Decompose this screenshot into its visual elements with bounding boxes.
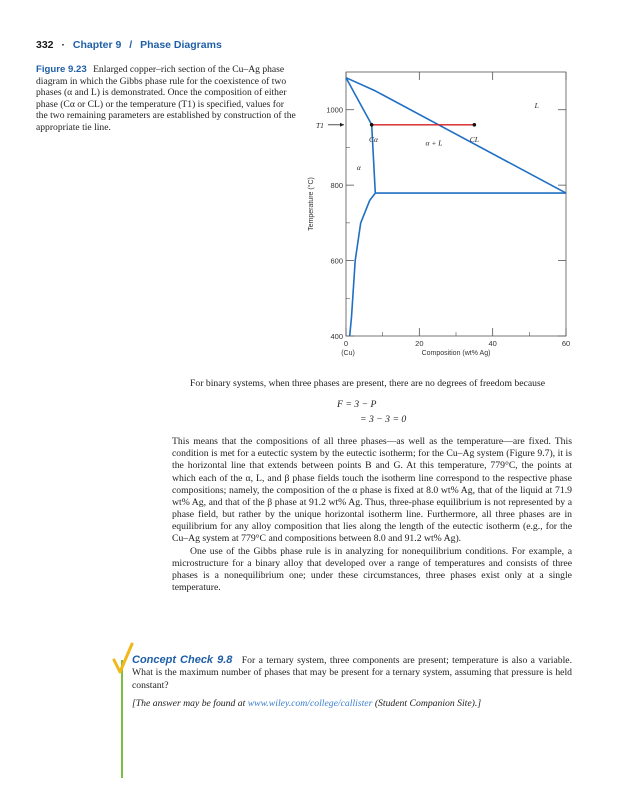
series-solvus [350,193,376,336]
point-label: Cα [369,134,378,144]
concept-check-question: For a ternary system, three components are present; temperature is also a variable. What is the maximum number of phases that may be present for a ternary system, assuming that pressure is held constant? [132,655,572,691]
region-label: L [534,100,539,110]
concept-check-bar [121,660,123,778]
figure-caption-text: Enlarged copper–rich section of the Cu–Ag phase diagram in which the Gibbs phase rule for the coexistence of two phases (α and L) is demonstrated. Once the composition of either phase (Cα or CL) or the temperature (T1) is specified, values for the two remaining parameters are established by construction of the appropriate tie line. [36,64,296,133]
x-tick-label: 20 [415,339,424,348]
phase-diagram-chart [300,60,575,365]
concept-check [132,654,572,711]
y-tick-label: 600 [330,256,343,266]
region-label: α [356,163,361,173]
equation-block [172,397,572,427]
x-axis-label: Composition (wt% Ag) [421,350,491,357]
equation-line-2: = 3 − 3 = 0 [360,414,407,426]
plot-frame [346,72,566,336]
concept-check-question-block [132,654,572,692]
paragraph-3: One use of the Gibbs phase rule is in analyzing for nonequilibrium conditions. For example, a microstructure for a binary alloy that developed over a range of temperatures and consists of three phases is a nonequilibrium one; under these circumstances, three phases exist only at a single temperature. [172,545,572,594]
checkmark-icon [112,642,134,676]
equation-line-1: F = 3 − P [337,399,377,411]
paragraph-2: This means that the compositions of all three phases—as well as the temperature—are fixed. This condition is met for a eutectic system by the eutectic isotherm; for the Cu–Ag system (Figure 9.7), it is the horizontal line that extends between points B and G. At this temperature, 779°C, the points at which each of the α, L, and β phase fields touch the isotherm line correspond to the respective phase compositions; namely, the composition of the α phase is fixed at 8.0 wt% Ag, that of the liquid at 71.9 wt% Ag, and that of the β phase at 91.2 wt% Ag. Thus, three-phase equilibrium is not represented by a phase field, but rather by the unique horizontal isotherm line. Furthermore, all three phases are in equilibrium for any alloy composition that lies along the length of the eutectic isotherm (e.g., for the Cu–Ag system at 779°C and compositions between 8.0 and 91.2 wt% Ag). [172,436,572,545]
answer-link[interactable]: www.wiley.com/college/callister [247,698,373,710]
page-number: 332 [36,39,54,51]
answer-suffix: (Student Companion Site).] [372,698,482,710]
tie-line-endpoint [370,123,374,127]
x-tick-label: 0 [343,339,349,348]
y-tick-label: 1000 [326,105,343,115]
header-separator: / [129,39,133,51]
region-label: α + L [425,138,443,148]
concept-check-title: Concept Check 9.8 [132,654,233,666]
tie-line-endpoint [473,123,477,127]
x-sublabel: (Cu) [341,350,355,357]
concept-check-answer [132,698,572,710]
t1-label: T1 [316,120,324,130]
x-tick-label: 60 [561,339,571,348]
figure-caption [36,64,298,134]
chapter-label: Chapter 9 [72,39,122,51]
series-liquidus [346,78,566,193]
x-tick-label: 40 [488,339,497,348]
body-text [172,378,572,594]
point-label: CL [469,134,479,144]
answer-prefix: [The answer may be found at [132,698,248,710]
chapter-title: Phase Diagrams [140,39,222,51]
header-bullet: · [61,39,65,51]
page-header [36,39,222,51]
figure-label: Figure 9.23 [36,64,87,75]
y-tick-label: 800 [330,181,343,191]
paragraph-1: For binary systems, when three phases are present, there are no degrees of freedom because [190,378,546,389]
y-axis-label: Temperature (°C) [308,177,315,231]
t1-arrow-head [340,123,344,127]
y-tick-label: 400 [330,332,343,341]
